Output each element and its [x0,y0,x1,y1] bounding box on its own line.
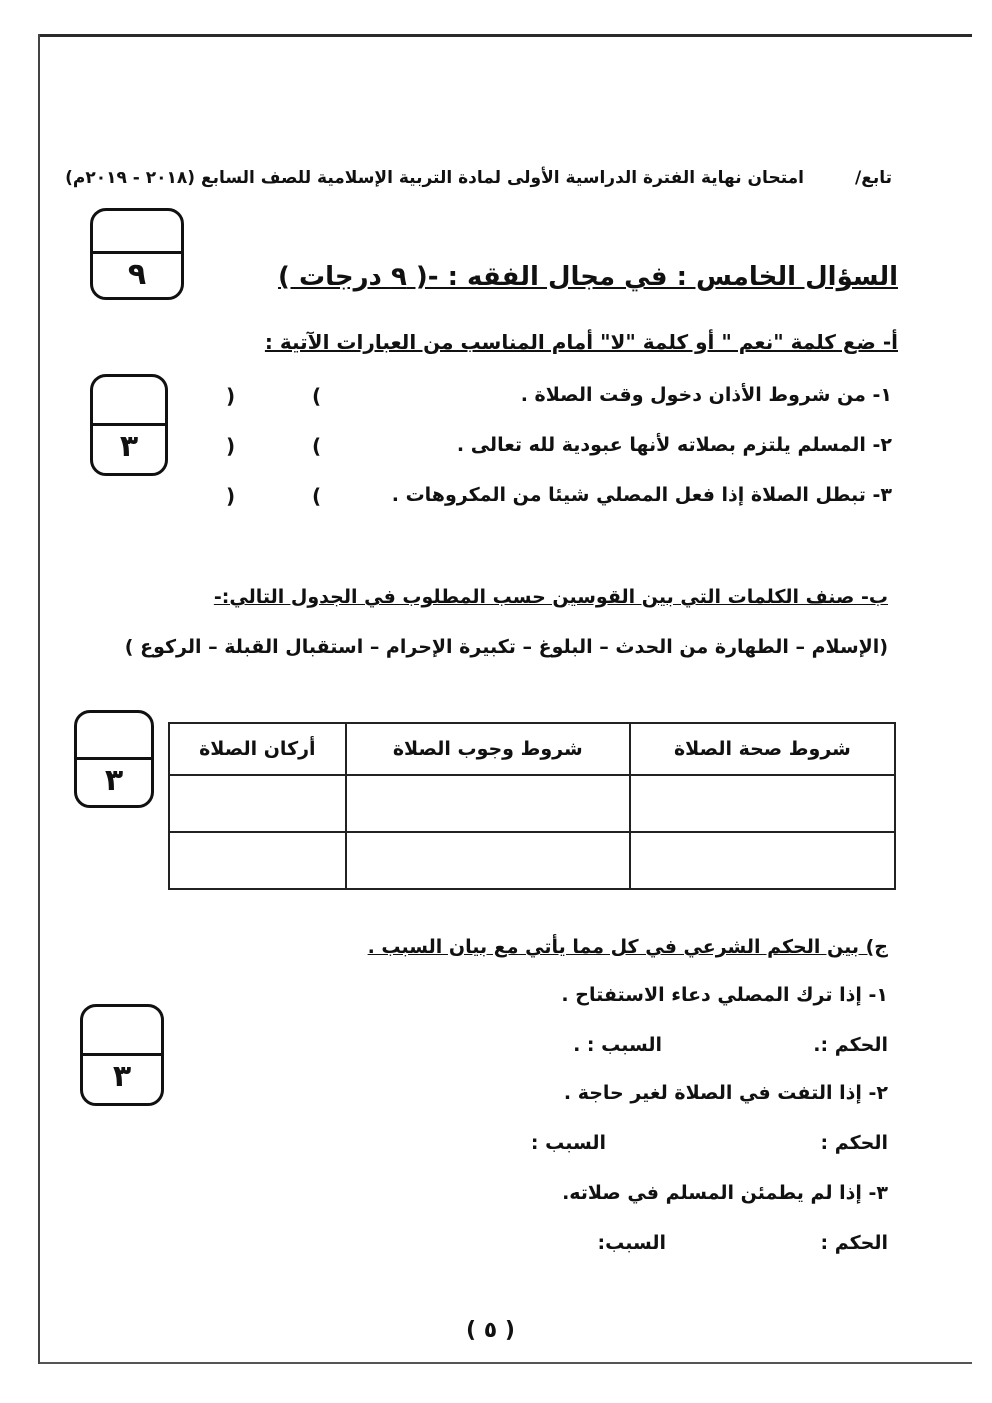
table-header-cell: شروط صحة الصلاة [630,723,895,775]
answer-bracket-close: ) [226,384,236,408]
page-border-top [38,34,972,37]
page-border-left [38,34,40,1364]
ruling-label: الحكم : [820,1232,888,1254]
table-header-cell: أركان الصلاة [169,723,346,775]
part-b-mark: ٣ [104,763,124,798]
part-b-words: (الإسلام – الطهارة من الحدث – البلوغ – تكبيرة الإحرام – استقبال القبلة – الركوع ) [124,636,888,658]
question-title: السؤال الخامس : في مجال الفقه : -( ٩ درجات ) [278,262,898,292]
part-c-item-1: ١- إذا ترك المصلي دعاء الاستفتاح . [561,984,888,1006]
answer-bracket-close: ) [226,434,236,458]
answer-bracket-open: ( [312,384,322,408]
mark-box-divider [77,757,151,760]
answer-cell[interactable] [169,775,346,832]
part-a-mark: ٣ [119,429,139,464]
answer-cell[interactable] [346,832,630,889]
mark-box-divider [93,251,181,254]
header-continued: تابع/ [855,168,892,188]
part-a-item-2: ٢- المسلم يلتزم بصلاته لأنها عبودية لله تعالى . [456,434,892,456]
answer-cell[interactable] [630,832,895,889]
part-c-instruction: ج) بين الحكم الشرعي في كل مما يأتي مع بيان السبب . [367,936,888,958]
part-a-item-1: ١- من شروط الأذان دخول وقت الصلاة . [520,384,892,406]
table-row [169,775,895,832]
mark-box-divider [93,423,165,426]
answer-cell[interactable] [169,832,346,889]
answer-cell[interactable] [346,775,630,832]
page-number: ( ٥ ) [466,1318,515,1343]
part-a-mark-box [90,374,168,476]
ruling-label: الحكم : [820,1132,888,1154]
part-b-instruction: ب- صنف الكلمات التي بين القوسين حسب المطلوب في الجدول التالي:- [213,586,888,608]
page-border-bottom [40,1362,972,1364]
part-c-item-3: ٣- إذا لم يطمئن المسلم في صلاته. [562,1182,888,1204]
mark-box-divider [83,1053,161,1056]
part-c-item-2: ٢- إذا التفت في الصلاة لغير حاجة . [563,1082,888,1104]
answer-bracket-open: ( [312,484,322,508]
answer-bracket-open: ( [312,434,322,458]
total-mark: ٩ [127,257,147,292]
answer-bracket-close: ) [226,484,236,508]
part-c-mark: ٣ [112,1059,132,1094]
table-header-cell: شروط وجوب الصلاة [346,723,630,775]
reason-label: السبب : [530,1132,606,1154]
table-header-row [169,723,895,775]
reason-label: السبب : . [573,1034,662,1056]
classification-table [168,722,896,890]
table-row [169,832,895,889]
part-a-item-3: ٣- تبطل الصلاة إذا فعل المصلي شيئا من المكروهات . [391,484,892,506]
part-a-instruction: أ- ضع كلمة "نعم " أو كلمة "لا" أمام المناسب من العبارات الآتية : [264,330,898,354]
total-mark-box [90,208,184,300]
answer-cell[interactable] [630,775,895,832]
part-b-mark-box [74,710,154,808]
reason-label: السبب: [597,1232,666,1254]
header-title: امتحان نهاية الفترة الدراسية الأولى لمادة التربية الإسلامية للصف السابع (٢٠١٨ - ٢٠١٩م) [65,168,804,188]
part-c-mark-box [80,1004,164,1106]
ruling-label: الحكم :. [813,1034,888,1056]
